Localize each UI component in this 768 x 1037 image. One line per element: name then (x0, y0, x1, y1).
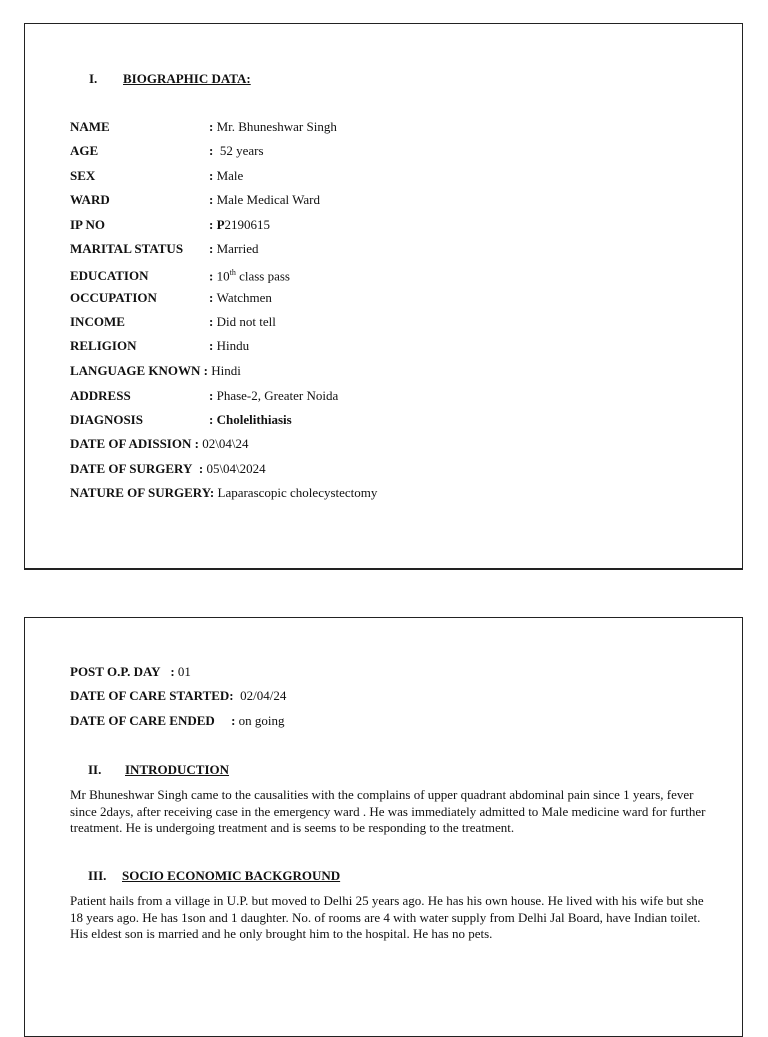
separator: : (209, 412, 217, 427)
field-value: 02/04/24 (240, 688, 287, 703)
page-1 (24, 23, 743, 570)
field-label: OCCUPATION (70, 290, 157, 305)
separator: : (209, 314, 217, 329)
field-ward (70, 192, 320, 208)
field-value: Cholelithiasis (216, 412, 292, 427)
field-label: AGE (70, 143, 99, 158)
section-title: INTRODUCTION (125, 762, 230, 777)
field-label: POST O.P. DAY (70, 664, 161, 679)
field-value: Mr. Bhuneshwar Singh (216, 119, 337, 134)
field-value: 05\04\2024 (206, 461, 266, 476)
section-biographic-data (89, 71, 251, 87)
field-value: Watchmen (216, 290, 272, 305)
separator: : (209, 241, 217, 256)
separator: : (192, 461, 207, 476)
field-label: EDUCATION (70, 268, 149, 284)
separator: : (209, 338, 217, 353)
introduction-paragraph: Mr Bhuneshwar Singh came to the causalities with the complains of upper quadrant abdominal pain since 1 years, fever since 2days, after receiving case in the emergency ward . He was immediately admitted to Male medicine ward for further treatment. He is undergoing treatment and is seems to be responding to the treatment. (70, 787, 706, 835)
field-label: NAME (70, 119, 110, 134)
field-education (70, 265, 290, 284)
section-number: II. (88, 762, 102, 777)
field-value: Did not tell (216, 314, 276, 329)
socio-economic-paragraph: Patient hails from a village in U.P. but moved to Delhi 25 years ago. He has his own house. He lived with his wife but she 18 years ago. He has 1son and 1 daughter. No. of rooms are 4 with water supply from Delhi Jal Board, have Indian toilet. His eldest son is married and he only brought him to the hospital. He has no pets. (70, 893, 704, 941)
field-value: 52 years (219, 143, 264, 158)
field-label: SEX (70, 168, 96, 183)
separator: : (160, 664, 178, 679)
field-value: 2190615 (224, 217, 271, 232)
field-value: Married (216, 241, 259, 256)
field-value: Male Medical Ward (216, 192, 320, 207)
separator: : (209, 290, 217, 305)
section-title: BIOGRAPHIC DATA: (123, 71, 251, 86)
separator: : (209, 119, 217, 134)
field-nature-of-surgery (70, 485, 377, 501)
field-label: WARD (70, 192, 110, 207)
separator: : (209, 143, 220, 158)
field-name (70, 119, 337, 135)
field-label: DATE OF SURGERY (70, 461, 193, 476)
section-title: SOCIO ECONOMIC BACKGROUND (122, 868, 341, 883)
field-label: DATE OF CARE ENDED (70, 713, 215, 728)
field-label: DATE OF ADISSION (70, 436, 192, 451)
separator: : (200, 363, 212, 378)
field-value: 02\04\24 (202, 436, 249, 451)
field-label: INCOME (70, 314, 125, 329)
field-date-of-admission (70, 436, 248, 452)
field-value: Laparascopic cholecystectomy (217, 485, 378, 500)
field-value (217, 265, 290, 284)
section-socio-economic-background (88, 868, 340, 884)
field-diagnosis (70, 412, 292, 428)
field-label: IP NO (70, 217, 106, 232)
separator: : (209, 192, 217, 207)
field-age (70, 143, 264, 159)
field-label: LANGUAGE KNOWN (70, 363, 201, 378)
field-label: RELIGION (70, 338, 137, 353)
field-label: DATE OF CARE STARTED: (70, 688, 234, 703)
separator: : (209, 388, 217, 403)
field-date-of-care-ended (70, 713, 285, 729)
separator: : (209, 168, 217, 183)
separator: : P (209, 217, 225, 232)
field-language-known (70, 363, 241, 379)
field-date-of-surgery (70, 461, 266, 477)
separator: : (209, 268, 217, 284)
field-label: MARITAL STATUS (70, 241, 184, 256)
field-ip-no (70, 217, 270, 233)
page-2 (24, 617, 743, 1037)
field-occupation (70, 290, 272, 306)
field-value: Hindi (211, 363, 241, 378)
field-value: 01 (177, 664, 191, 679)
separator: : (191, 436, 203, 451)
field-label: ADDRESS (70, 388, 131, 403)
field-income (70, 314, 276, 330)
section-number: I. (89, 71, 98, 86)
field-value: Hindu (216, 338, 250, 353)
field-religion (70, 338, 249, 354)
field-date-of-care-started (70, 688, 286, 704)
field-label: DIAGNOSIS (70, 412, 143, 427)
separator: : (214, 713, 239, 728)
field-value-superscript: th (229, 268, 236, 277)
section-number: III. (88, 868, 107, 883)
field-value: on going (238, 713, 285, 728)
field-post-op-day (70, 664, 191, 680)
field-marital-status (70, 241, 258, 257)
field-value-number: 10 (216, 268, 230, 284)
field-value: Phase-2, Greater Noida (216, 388, 339, 403)
field-address (70, 388, 338, 404)
field-sex (70, 168, 243, 184)
field-value-rest: class pass (235, 268, 290, 284)
field-label: NATURE OF SURGERY: (70, 485, 215, 500)
field-value: Male (216, 168, 244, 183)
section-introduction (88, 762, 229, 778)
